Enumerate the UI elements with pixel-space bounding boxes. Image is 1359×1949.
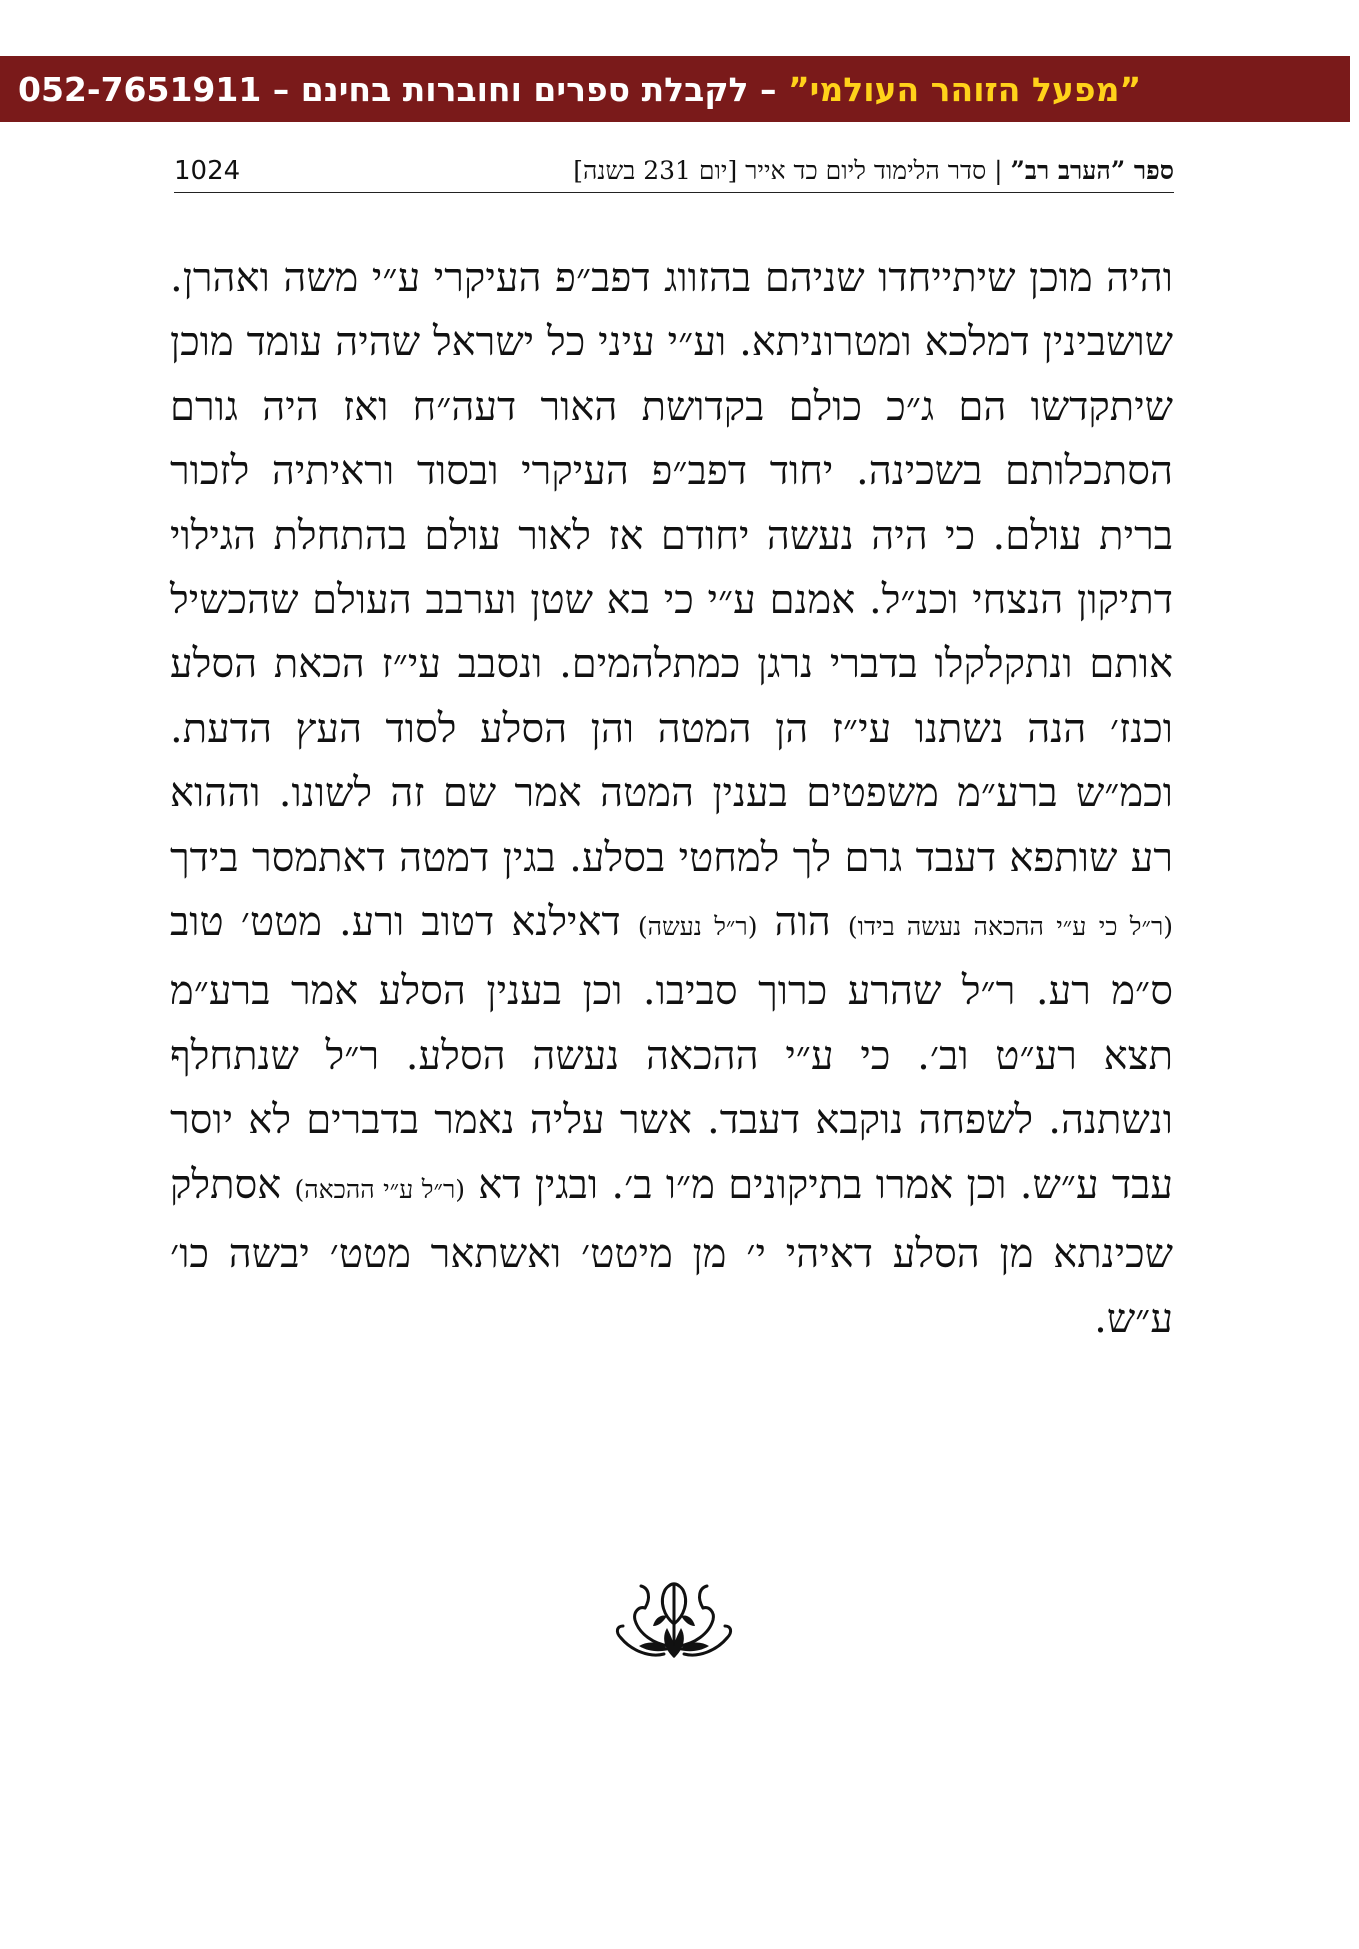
top-banner bbox=[0, 56, 1350, 122]
banner-phone: 052-7651911 bbox=[18, 69, 262, 109]
main-text bbox=[170, 246, 1173, 1351]
floral-ornament-icon bbox=[609, 1576, 739, 1662]
banner-subtitle: – לקבלת ספרים וחוברות בחינם – bbox=[261, 69, 788, 109]
banner-text bbox=[18, 70, 1141, 109]
inline-note-1: (ר״ל כי ע״י ההכאה נעשה בידו) bbox=[847, 912, 1173, 942]
book-title: ספר ”הערב רב” bbox=[1010, 156, 1174, 185]
page-number: 1024 bbox=[174, 156, 241, 186]
header-separator: | bbox=[986, 156, 1011, 185]
body-paragraph bbox=[170, 246, 1173, 1351]
text-segment-4: אסתלק שכינתא מן הסלע דאיהי י׳ מן מיטט׳ ואשתאר מטט׳ יבשה כו׳ ע״ש. bbox=[170, 1161, 1173, 1342]
header-title bbox=[573, 156, 1174, 186]
inline-note-3: (ר״ל ע״י ההכאה) bbox=[294, 1174, 465, 1204]
text-segment-1: והיה מוכן שיתייחדו שניהם בהזווג דפב״פ העיקרי ע״י משה ואהרן. שושבינין דמלכא ומטרוניתא. וע״י עיני כל ישראל שהיה עומד מוכן שיתקדשו הם ג״כ כולם בקדושת האור דעה״ח ואז היה גורם הסתכלותם בשכינה. יחוד דפב״פ העיקרי ובסוד וראיתיה לזכור ברית עולם. כי היה נעשה יחודם אז לאור עולם בהתחלת הגילוי דתיקון הנצחי וכנ״ל. אמנם ע״י כי בא שטן וערבב העולם שהכשיל אותם ונתקלקלו בדברי נרגן כמתלהמים. ונסבב עי״ז הכאת הסלע וכנז׳ הנה נשתנו עי״ז הן המטה והן הסלע לסוד העץ הדעת. וכמ״ש ברע״מ משפטים בענין המטה אמר שם זה לשונו. וההוא רע שותפא דעבד גרם לך למחטי בסלע. בגין דמטה דאתמסר בידך bbox=[170, 255, 1173, 881]
inline-note-2: (ר״ל נעשה) bbox=[637, 912, 758, 942]
text-segment-3: דאילנא דטוב ורע. מטט׳ טוב ס״מ רע. ר״ל שהרע כרוך סביבו. וכן בענין הסלע אמר ברע״מ תצא רע״ט וב׳. כי ע״י ההכאה נעשה הסלע. ר״ל שנתחלף ונשתנה. לשפחה נוקבא דעבד. אשר עליה נאמר בדברים לא יוסר עבד ע״ש. וכן אמרו בתיקונים מ״ו ב׳. ובגין דא bbox=[170, 899, 1173, 1208]
study-schedule: סדר הלימוד ליום כד אייר [יום 231 בשנה] bbox=[573, 156, 987, 185]
text-segment-2: הוה bbox=[757, 899, 848, 946]
running-header bbox=[174, 150, 1174, 193]
banner-title: ”מפעל הזוהר העולמי” bbox=[787, 69, 1142, 109]
